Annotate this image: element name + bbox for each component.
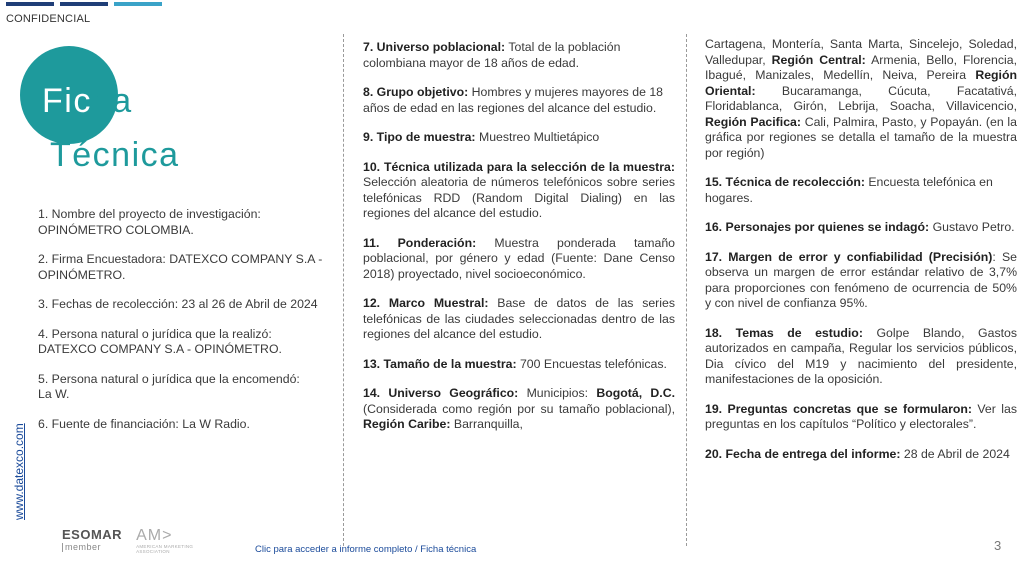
esomar-member-text: member [62, 543, 122, 552]
item-1 [38, 207, 338, 238]
item-14-oriental-label: Región Oriental: [705, 68, 1017, 98]
item-14-note: (Considerada como región por su tamaño poblacional), [363, 401, 675, 416]
column-divider-2 [686, 34, 687, 546]
item-4-label: 4. Persona natural o jurídica que la realizó: [38, 326, 272, 341]
item-2-value: DATEXCO COMPANY S.A - OPINÓMETRO. [38, 252, 323, 282]
item-14-bogota: Bogotá, D.C. [596, 386, 675, 400]
item-8-value: Hombres y mujeres mayores de 18 años de edad en las regiones del alcance del estudio. [363, 85, 663, 115]
item-2 [38, 252, 338, 283]
item-13-label: 13. Tamaño de la muestra: [363, 356, 517, 371]
item-9 [363, 130, 675, 146]
item-12-value: Base de datos de las series telefónicas de las ciudades seleccionadas dentro de las regiones del alcance del estudio. [363, 296, 675, 341]
item-11 [363, 236, 675, 283]
item-5-value: La W. [38, 387, 70, 401]
item-14-oriental-cities: Bucaramanga, Cúcuta, Facatativá, Floridablanca, Girón, Lebrija, Soacha, Villavicencio, [705, 83, 1017, 113]
esomar-logo-text: ESOMAR [62, 527, 123, 542]
item-7-value: Total de la población colombiana mayor de 18 años de edad. [363, 40, 621, 70]
top-accent-bars [6, 2, 162, 6]
item-14-pacifica-cities: Cali, Palmira, Pasto, y Popayán. (en la gráfica por regiones se detalla el tamaño de la muestra por región) [705, 114, 1017, 160]
item-12 [363, 296, 675, 343]
item-1-value: OPINÓMETRO COLOMBIA. [38, 222, 194, 237]
item-5 [38, 372, 338, 403]
accent-bar-light-blue [114, 2, 162, 6]
ama-logo-mark: AM> [136, 527, 173, 544]
page-title-line2: Técnica [50, 136, 180, 174]
item-10-label: 10. Técnica utilizada para la selección de la muestra: [363, 159, 675, 174]
ama-logo [136, 528, 193, 554]
item-19-label: 19. Preguntas concretas que se formularon: [705, 401, 972, 416]
confidential-label: CONFIDENCIAL [6, 13, 91, 25]
item-16 [705, 220, 1017, 236]
item-14-part-1 [363, 386, 675, 433]
item-18-value: Golpe Blando, Gastos autorizados en campaña, Regular los servicios públicos, Dia cívico del M19 y nacimiento del presidente, manifestaciones de la oposición. [705, 325, 1018, 386]
footer-logos [62, 528, 193, 554]
item-6-label: 6. Fuente de financiación: [38, 416, 179, 431]
item-14-caribe-first-city: Barranquilla, [453, 417, 523, 431]
esomar-logo [62, 528, 122, 552]
item-9-label: 9. Tipo de muestra: [363, 130, 476, 144]
item-14-central-label: Región Central: [771, 52, 866, 67]
item-17-label: 17. Margen de error y confiabilidad (Precisión) [705, 249, 993, 264]
item-7-label: 7. Universo poblacional: [363, 40, 506, 54]
item-14-part-2 [705, 37, 1017, 161]
item-20-label: 20. Fecha de entrega del informe: [705, 446, 901, 461]
item-13 [363, 357, 675, 373]
column-divider-1 [343, 34, 344, 546]
item-15-label: 15. Técnica de recolección: [705, 175, 865, 189]
item-4 [38, 327, 338, 358]
item-3-value: 23 al 26 de Abril de 2024 [181, 297, 318, 311]
item-15 [705, 175, 1017, 206]
title-teal-part: ha [91, 82, 133, 120]
item-10 [363, 160, 675, 222]
column-3 [705, 37, 1017, 476]
item-8 [363, 85, 675, 116]
item-19 [705, 402, 1017, 433]
item-14-central-cities: Armenia, Bello, Florencia, Ibagué, Manizales, Medellín, Neiva, Pereira [705, 52, 1017, 82]
item-11-value: Muestra ponderada tamaño poblacional, por género y edad (Fuente: Dane Censo 2018) proyectado, nivel socioeconómico. [363, 235, 676, 281]
item-17 [705, 250, 1017, 312]
item-12-label: 12. Marco Muestral: [363, 296, 489, 310]
item-6 [38, 417, 338, 433]
item-3 [38, 297, 338, 313]
page-title-line1 [42, 84, 133, 118]
item-16-label: 16. Personajes por quienes se indagó: [705, 220, 930, 234]
page-number: 3 [994, 538, 1002, 553]
item-15-value: Encuesta telefónica en hogares. [705, 175, 993, 205]
item-14-label: 14. Universo Geográfico: [363, 386, 519, 400]
item-4-value: DATEXCO COMPANY S.A - OPINÓMETRO. [38, 342, 282, 356]
item-5-label: 5. Persona natural o jurídica que la encomendó: [38, 371, 300, 386]
ama-logo-sub-2: ASSOCIATION [136, 549, 170, 554]
item-2-label: 2. Firma Encuestadora: [38, 252, 166, 266]
website-link[interactable]: www.datexco.com [12, 423, 26, 520]
title-white-part: Fic [42, 82, 92, 120]
column-1 [38, 207, 338, 446]
item-10-value: Selección aleatoria de números telefónicos sobre series telefónicas RDD (Random Digital Dialing) en las regiones del alcance del estudio. [363, 175, 675, 220]
item-18 [705, 326, 1017, 388]
item-8-label: 8. Grupo objetivo: [363, 85, 469, 99]
item-9-value: Muestreo Multietápico [478, 130, 600, 144]
item-14-pacifica-label: Región Pacifica: [705, 114, 801, 129]
item-20 [705, 447, 1017, 463]
item-7 [363, 40, 675, 71]
item-18-label: 18. Temas de estudio: [705, 325, 863, 340]
ama-logo-sub-1: AMERICAN MARKETING [136, 544, 194, 549]
item-16-value: Gustavo Petro. [932, 220, 1015, 234]
item-6-value: La W Radio. [182, 416, 250, 431]
accent-bar-navy-2 [60, 2, 108, 6]
item-19-value: Ver las preguntas en los capítulos “Político y electorales”. [705, 401, 1017, 431]
item-14-caribe-rest: Cartagena, Montería, Santa Marta, Sincelejo, Soledad, Valledupar, [705, 37, 1017, 67]
item-1-label: 1. Nombre del proyecto de investigación: [38, 207, 261, 221]
item-14-municipios: Municipios: [526, 386, 589, 400]
item-11-label: 11. Ponderación: [363, 235, 477, 250]
column-2 [363, 40, 675, 447]
item-13-value: 700 Encuestas telefónicas. [519, 356, 667, 371]
item-17-value: : Se observa un margen de error estándar relativo de 3,7% para proporciones con fenómeno de ocurrencia de 50% y con nivel de confianza 95%. [705, 249, 1018, 310]
full-report-link[interactable]: Clic para acceder a informe completo / Ficha técnica [255, 544, 477, 555]
item-3-label: 3. Fechas de recolección: [38, 297, 179, 311]
item-14-caribe-label: Región Caribe: [363, 417, 451, 431]
item-20-value: 28 de Abril de 2024 [903, 446, 1010, 461]
accent-bar-navy-1 [6, 2, 54, 6]
